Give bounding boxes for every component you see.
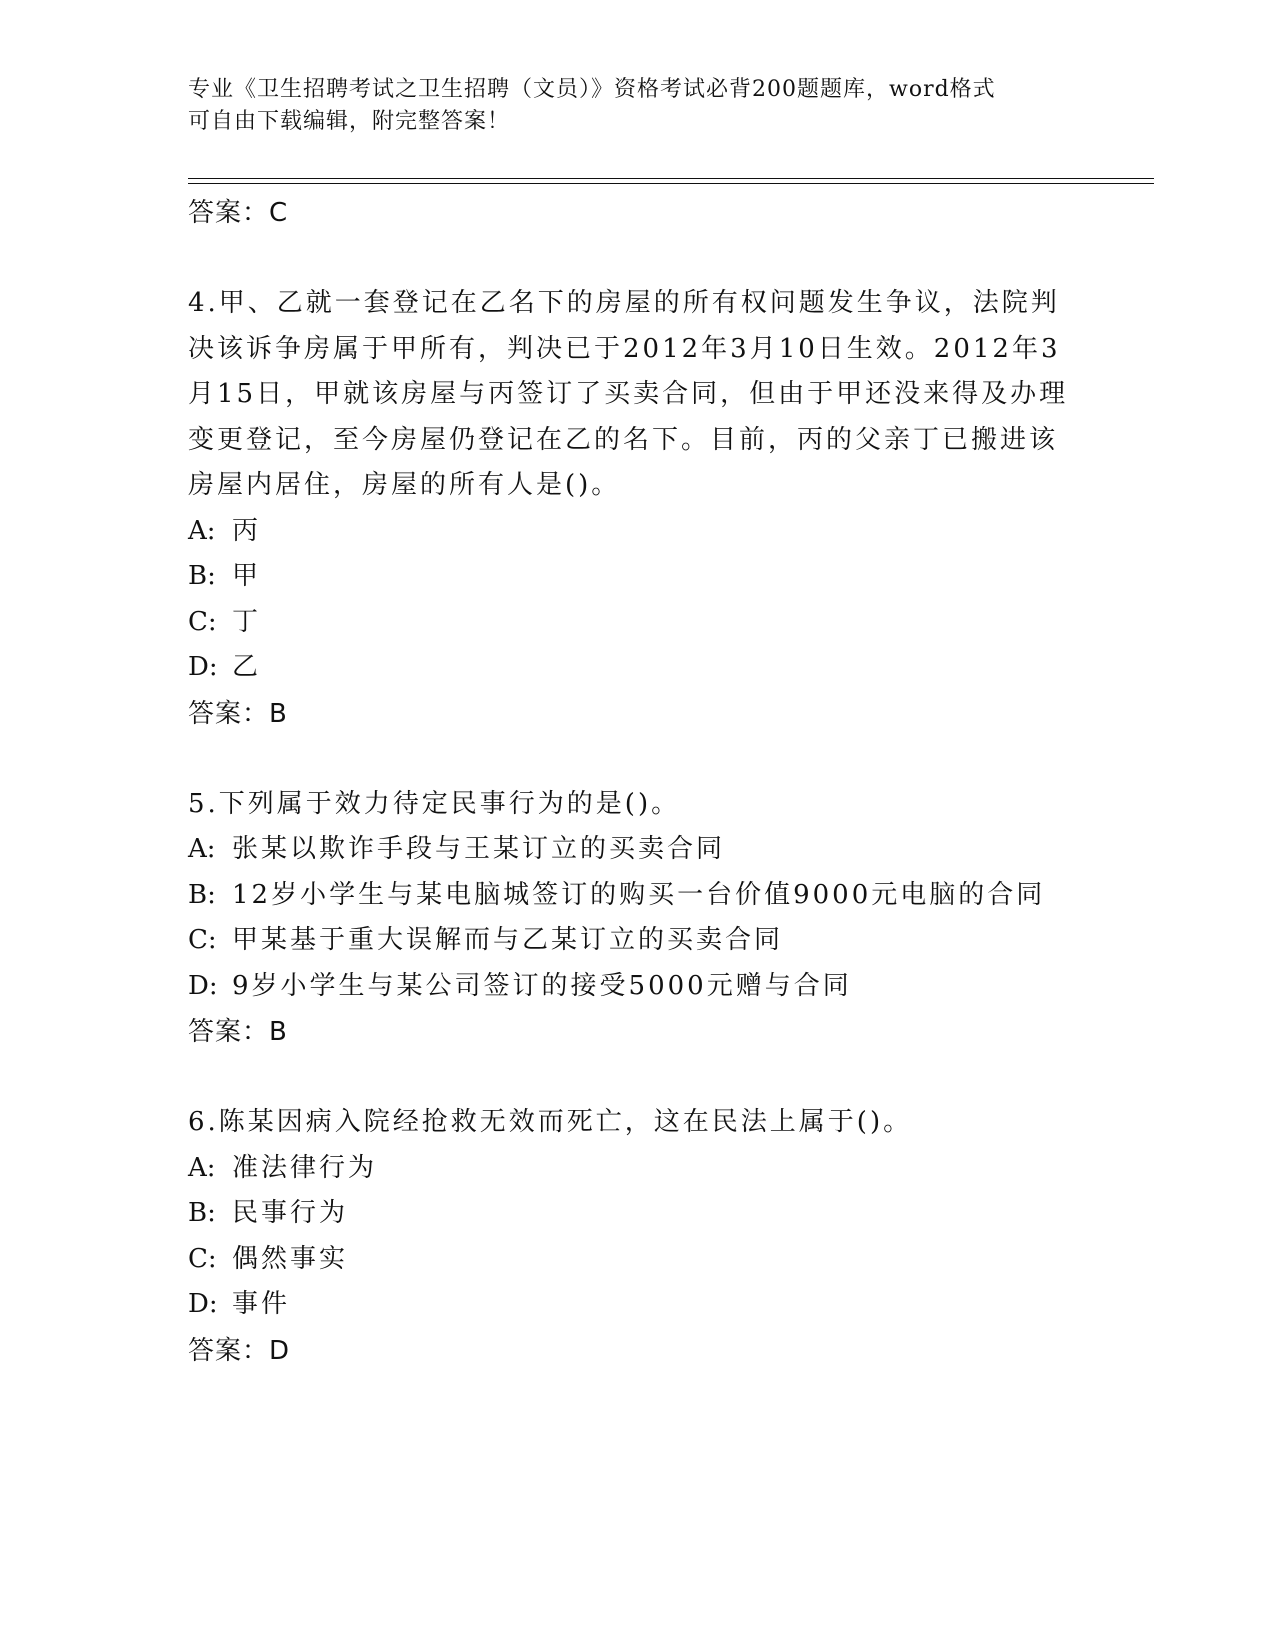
option-letter: A: [188,515,216,546]
option-text: 9岁小学生与某公司签订的接受5000元赠与合同 [232,970,852,1001]
question-block [188,1100,1088,1374]
option-text: 民事行为 [232,1198,349,1228]
option-c [188,918,1088,964]
question-text [188,1100,1088,1146]
option-d [188,1282,1088,1328]
option-text: 偶然事实 [232,1243,349,1274]
option-d [188,964,1088,1010]
option-letter: B: [188,1198,216,1228]
question-line: 房屋内居住，房屋的所有人是()。 [188,470,621,500]
header-divider-top [188,178,1154,179]
option-b [188,554,1088,600]
answer-label: 答案： [188,698,270,729]
question-line: 4.甲、乙就一套登记在乙名下的房屋的所有权问题发生争议，法院判 [188,288,1060,318]
option-letter: D: [188,652,218,682]
option-letter: D: [188,1289,218,1319]
option-text: 准法律行为 [232,1152,378,1183]
question-line: 6.陈某因病入院经抢救无效而死亡，这在民法上属于()。 [188,1107,913,1137]
option-text: 事件 [232,1289,291,1319]
answer-value: D [269,1335,291,1366]
question-text [188,281,1088,509]
option-letter: C: [188,606,217,637]
option-text: 乙 [232,652,262,682]
option-letter: C: [188,1243,217,1274]
answer-line [188,1328,1088,1374]
option-c [188,1237,1088,1283]
option-letter: A: [188,1152,216,1183]
option-letter: B: [188,561,216,591]
question-list [188,190,1088,1374]
question-block [188,782,1088,1056]
answer-value: B [269,1017,288,1047]
option-a [188,827,1088,873]
answer-label: 答案： [188,198,270,228]
option-text: 甲 [232,561,262,591]
option-a [188,1146,1088,1192]
option-a [188,509,1088,555]
header-line-1: 专业《卫生招聘考试之卫生招聘（文员）》资格考试必背200题题库，word格式 [188,77,996,102]
option-c [188,600,1088,646]
question-line: 月15日，甲就该房屋与丙签订了买卖合同，但由于甲还没来得及办理 [188,379,1069,409]
option-text: 甲某基于重大误解而与乙某订立的买卖合同 [232,925,784,955]
question-block [188,281,1088,737]
question-text [188,782,1088,828]
option-text: 丙 [232,515,262,546]
option-text: 丁 [232,606,262,637]
question-line: 变更登记，至今房屋仍登记在乙的名下。目前，丙的父亲丁已搬进该 [188,424,1059,455]
header-line-2: 可自由下载编辑，附完整答案！ [188,109,511,134]
answer-label: 答案： [188,1017,270,1047]
option-b [188,873,1088,919]
option-d [188,645,1088,691]
question-line: 5.下列属于效力待定民事行为的是()。 [188,788,681,819]
answer-label: 答案： [188,1335,270,1366]
answer-line [188,691,1088,737]
option-text: 张某以欺诈手段与王某订立的买卖合同 [232,834,726,864]
answer-line [188,190,1088,236]
answer-value: B [269,698,288,729]
option-letter: C: [188,925,217,955]
answer-value: C [269,198,289,228]
option-letter: D: [188,970,218,1001]
question-line: 决该诉争房属于甲所有，判决已于2012年3月10日生效。2012年3 [188,333,1061,364]
option-b [188,1191,1088,1237]
document-header [188,74,1068,138]
option-letter: B: [188,879,216,910]
answer-line [188,1009,1088,1055]
option-letter: A: [188,834,216,864]
header-divider-bottom [188,183,1154,184]
option-text: 12岁小学生与某电脑城签订的购买一台价值9000元电脑的合同 [232,879,1046,910]
